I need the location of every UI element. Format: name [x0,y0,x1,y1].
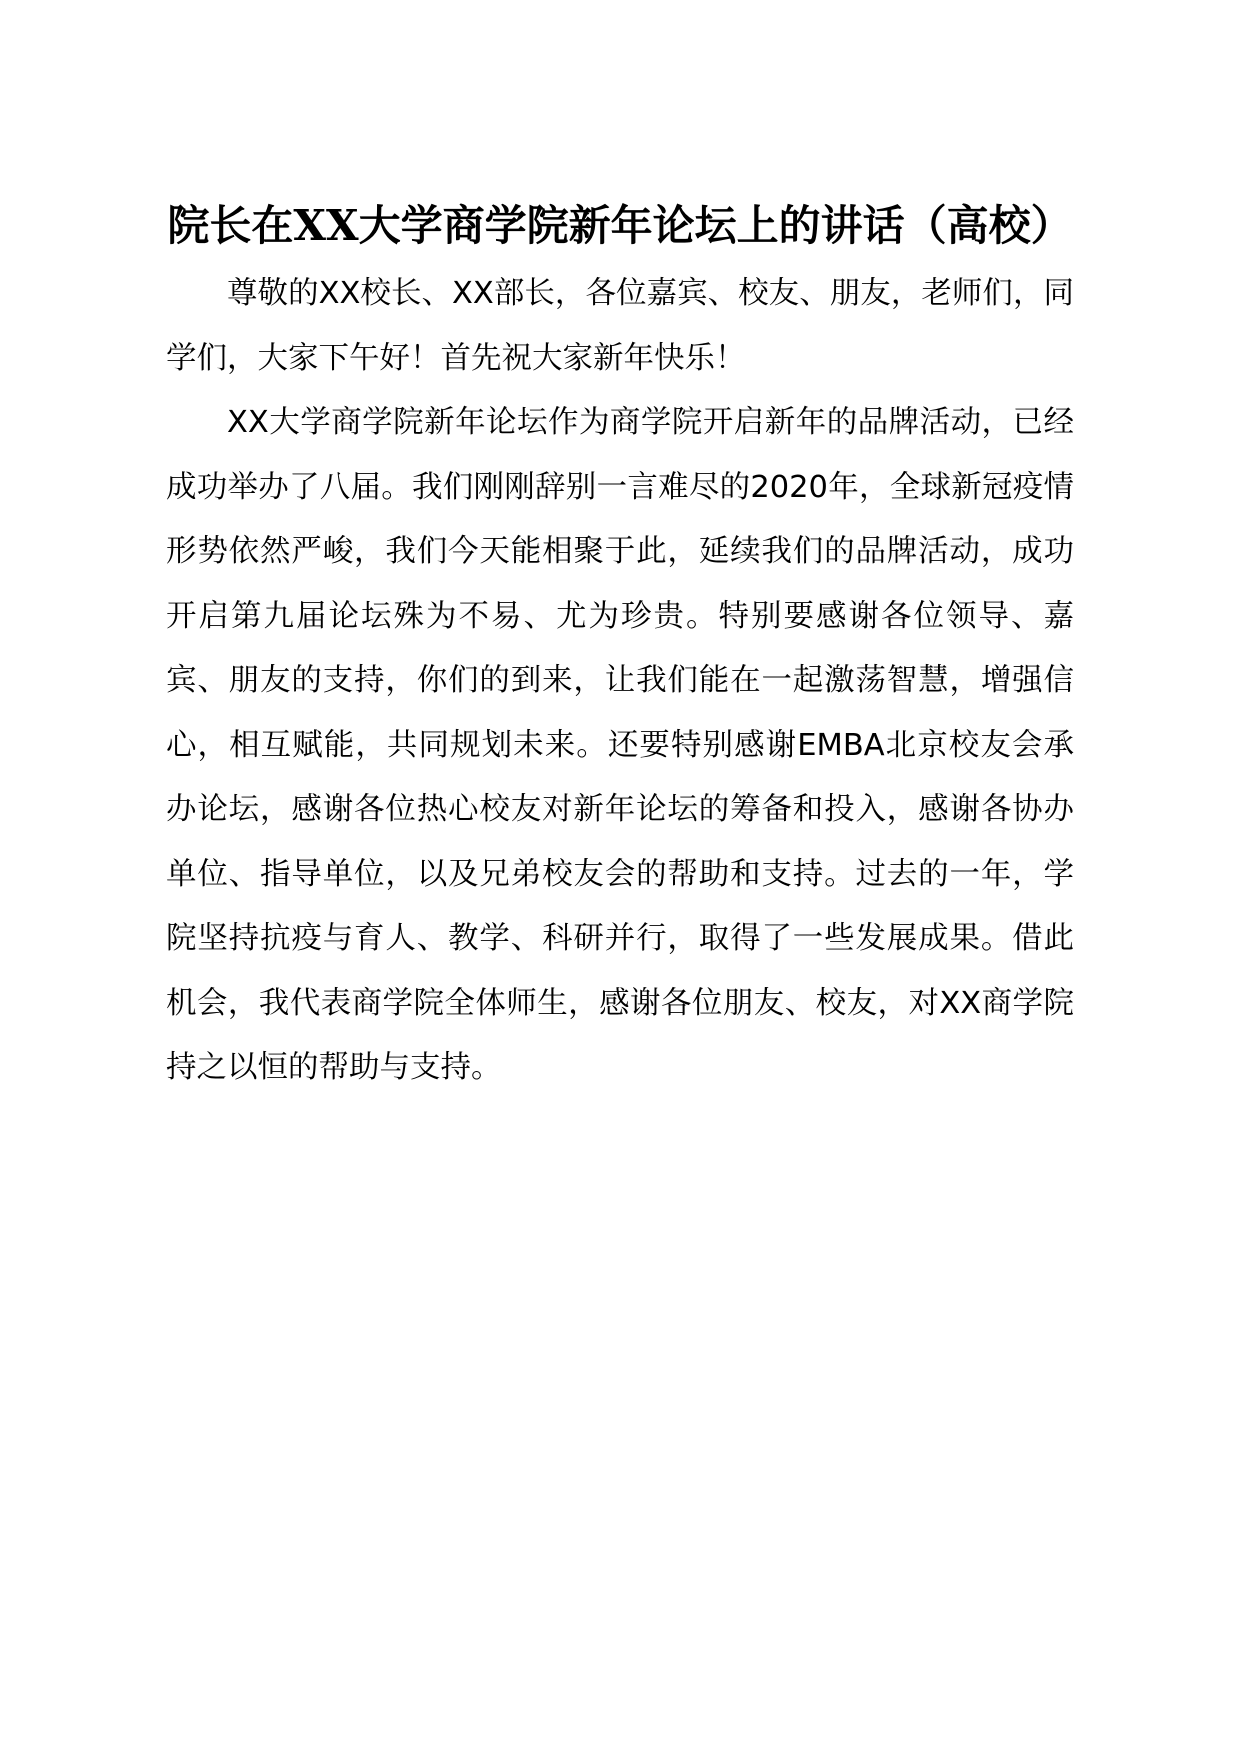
paragraph-greeting: 尊敬的XX校长、XX部长，各位嘉宾、校友、朋友，老师们，同学们，大家下午好！首先祝大家新年快乐！ [166,276,1074,376]
document-title: 院长在XX大学商学院新年论坛上的讲话（高校） [167,201,1073,250]
paragraph-main: XX大学商学院新年论坛作为商学院开启新年的品牌活动，已经成功举办了八届。我们刚刚辞别一言难尽的2020年，全球新冠疫情形势依然严峻，我们今天能相聚于此，延续我们的品牌活动，成功开启第九届论坛殊为不易、尤为珍贵。特别要感谢各位领导、嘉宾、朋友的支持，你们的到来，让我们能在一起激荡智慧，增强信心，相互赋能，共同规划未来。还要特别感谢EMBA北京校友会承办论坛，感谢各位热心校友对新年论坛的筹备和投入，感谢各协办单位、指导单位，以及兄弟校友会的帮助和支持。过去的一年，学院坚持抗疫与育人、教学、科研并行，取得了一些发展成果。借此机会，我代表商学院全体师生，感谢各位朋友、校友，对XX商学院持之以恒的帮助与支持。 [166,405,1074,1085]
document-body [166,200,1074,1101]
